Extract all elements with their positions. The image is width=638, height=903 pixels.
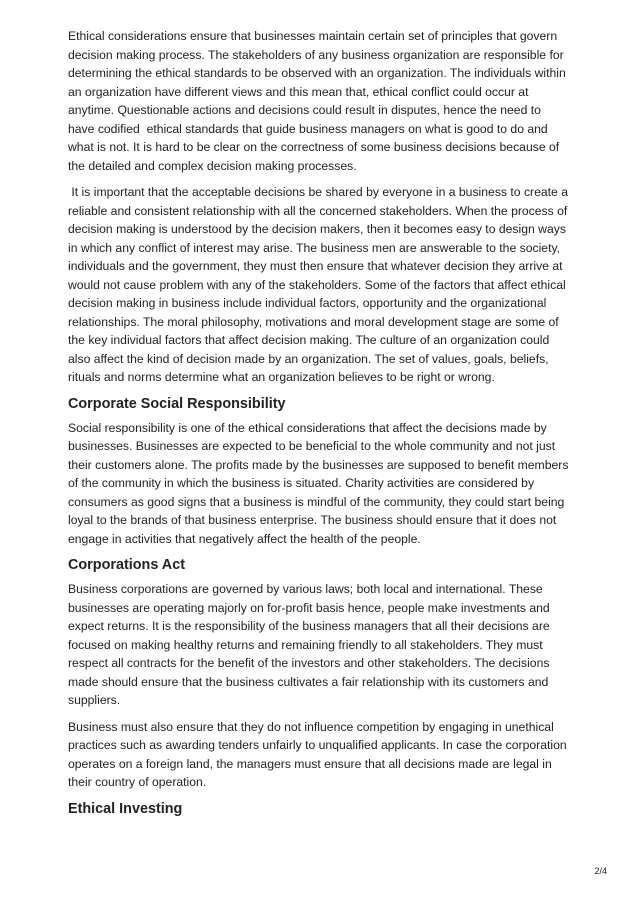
heading-corporations-act: Corporations Act xyxy=(68,557,185,573)
paragraph-social-responsibility: Social responsibility is one of the ethical considerations that affect the decisions made by businesses. Businesses are expected to be beneficial to the whole community and not just their customers alone. The profits made by the businesses are supposed to benefit members of the community in which the business is situated. Charity activities are considered by consumers as good signs that a business is mindful of the community, they could start being loyal to the brands of that business enterprise. The business should ensure that it does not engage in activities that negatively affect the health of the people. xyxy=(68,420,572,546)
paragraph-competition: Business must also ensure that they do not influence competition by engaging in unethical practices such as awarding tenders unfairly to unqualified applicants. In case the corporation operates on a foreign land, the managers must ensure that all decisions made are legal in their country of operation. xyxy=(68,719,571,789)
heading-corporate-social-responsibility: Corporate Social Responsibility xyxy=(68,395,286,412)
paragraph-ethical-considerations: Ethical considerations ensure that businesses maintain certain set of principles that govern decision making process. The stakeholders of any business organization are responsible for determining the ethical standards to be observed with an organization. The individuals within an organization have different views and this mean that, ethical conflict could occur at anytime. Questionable actions and decisions could result in disputes, hence the need to have codified ethical standards that guide business managers on what is good to do and what is not. It is hard to be clear on the correctness of some business decisions because of the detailed and complex decision making processes. xyxy=(68,29,570,173)
page-number: 2/4 xyxy=(594,866,607,876)
paragraph-corporations-laws: Business corporations are governed by various laws; both local and international. These businesses are operating majorly on for-profit basis hence, people make investments and expect returns. It is the responsibility of the business managers that all their decisions are focused on making healthy returns and remaining friendly to all stakeholders. They must respect all contracts for the benefit of the investors and other stakeholders. The decisions made should ensure that the business cultivates a fair relationship with its customers and suppliers. xyxy=(68,582,554,707)
paragraph-acceptable-decisions: It is important that the acceptable decisions be shared by everyone in a business to create a reliable and consistent relationship with all the concerned stakeholders. When the process of decision making is understood by the decision makers, then it becomes easy to design ways in which any conflict of interest may arise. The business men are answerable to the society, individuals and the government, they must then ensure that whatever decision they arrive at would not cause problem with any of the stakeholders. Some of the factors that affect ethical decision making in business include individual factors, opportunity and the organizational relationships. The moral philosophy, motivations and moral development stage are some of the key individual factors that affect decision making. The culture of an organization could also affect the kind of decision made by an organization. The set of values, goals, beliefs, rituals and norms determine what an organization believes to be right or wrong. xyxy=(68,185,572,384)
document-page xyxy=(68,27,570,824)
heading-ethical-investing: Ethical Investing xyxy=(68,800,183,817)
